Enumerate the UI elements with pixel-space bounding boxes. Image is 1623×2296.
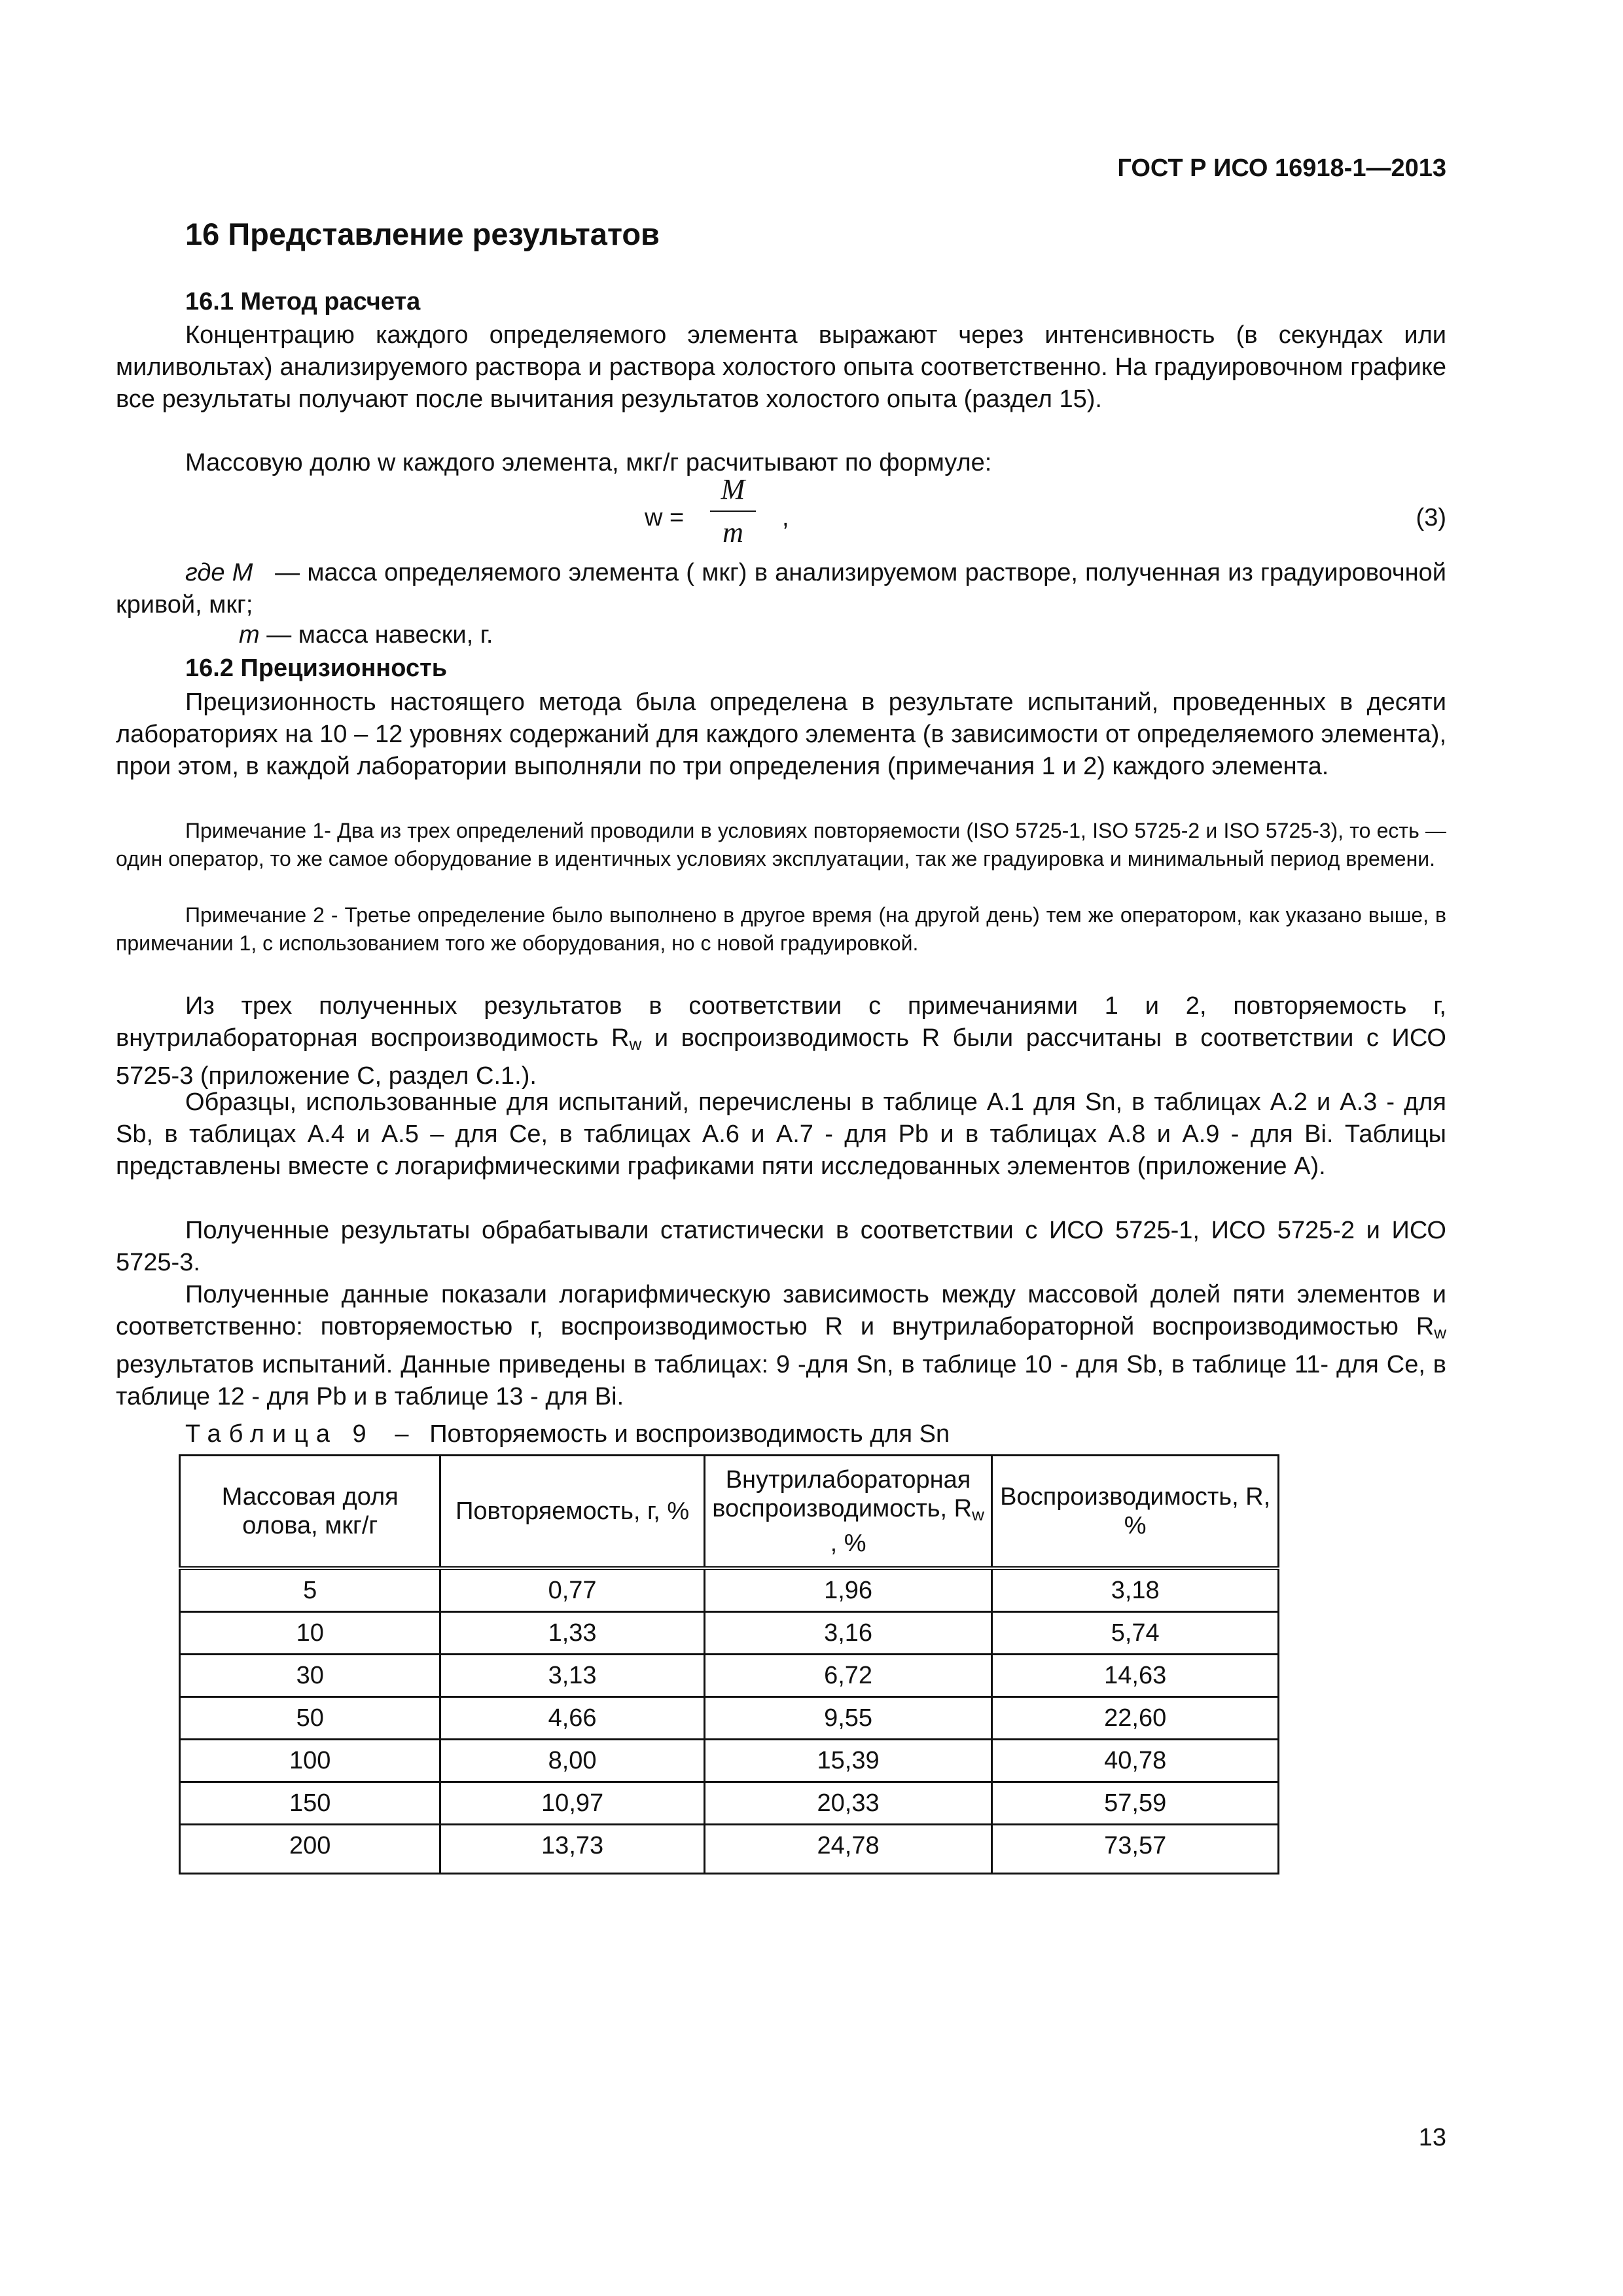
text-part: Из трех полученных результатов в соответствии с примечаниями 1 и 2, повторяемость г, внутрилабораторная воспроизводимость R (116, 992, 1446, 1052)
formula-numerator: M (721, 473, 745, 505)
table-cell: 15,39 (704, 1740, 992, 1782)
table-cell: 22,60 (992, 1697, 1279, 1740)
table-row (180, 1612, 1279, 1655)
paragraph-precision: Прецизионность настоящего метода была определена в результате испытаний, проведенных в десяти лабораториях на 10 – 12 уровнях содержаний для каждого элемента (в зависимости от определяемого элемента), прои этом, в каждой лаборатории выполняли по три определения (примечания 1 и 2) каждого элемента. (116, 689, 1446, 780)
results-table (179, 1454, 1279, 1874)
table-cell: 0,77 (440, 1568, 704, 1612)
note-2: Примечание 2 - Третье определение было выполнено в другое время (на другой день) тем же оператором, как указано выше, в примечании 1, с использованием того же оборудования, но с новой градуировкой. (116, 903, 1446, 955)
table-header-row (180, 1456, 1279, 1569)
text-part: результатов испытаний. Данные приведены в таблицах: 9 -для Sn, в таблице 10 - для Sb, в таблице 11- для Се, в таблице 12 - для Pb и в таблице 13 - для Bi. (116, 1351, 1446, 1410)
header-text: Внутрилабораторная воспроизводимость, R (712, 1465, 972, 1522)
table-row (180, 1740, 1279, 1782)
table-cell: 73,57 (992, 1825, 1279, 1874)
table-caption-text: Повторяемость и воспроизводимость для Sn (429, 1420, 950, 1448)
table-cell: 200 (180, 1825, 440, 1874)
legend-text-M: — масса определяемого элемента ( мкг) в анализируемом растворе, полученная из градуировочной кривой, мкг; (116, 559, 1446, 619)
table-row (180, 1782, 1279, 1825)
paragraph-formula-intro: Массовую долю w каждого элемента, мкг/г расчитывают по формуле: (185, 449, 992, 476)
fraction-bar (710, 511, 756, 512)
formula-legend-small-m (239, 621, 493, 649)
paragraph-log-dependence (116, 1279, 1446, 1413)
table-row (180, 1697, 1279, 1740)
col-header-intralab-reproducibility (704, 1456, 992, 1569)
table-cell: 8,00 (440, 1740, 704, 1782)
table-caption (185, 1420, 950, 1448)
text-part: и воспроизводимость R были рассчитаны в соответствии с ИСО 5725-3 (приложение С, раздел С.1.). (116, 1024, 1446, 1090)
col-header-mass-fraction: Массовая доля олова, мкг/г (180, 1456, 440, 1569)
formula-fraction (710, 471, 756, 551)
page-number: 13 (1418, 2124, 1446, 2151)
table-cell: 5 (180, 1568, 440, 1612)
subscript-w: w (629, 1034, 642, 1054)
formula-lhs: w = (645, 504, 685, 531)
table-cell: 13,73 (440, 1825, 704, 1874)
text-part: Полученные данные показали логарифмическую зависимость между массовой долей пяти элементов и соответственно: повторяемостью г, воспроизводимостью R и внутрилабораторной воспроизводимостью R (116, 1281, 1446, 1340)
table-cell: 30 (180, 1655, 440, 1697)
table-cell: 20,33 (704, 1782, 992, 1825)
table-cell: 24,78 (704, 1825, 992, 1874)
legend-text-m: — масса навески, г. (266, 621, 493, 649)
note-1: Примечание 1- Два из трех определений проводили в условиях повторяемости (ISO 5725-1, ISO 5725-2 и ISO 5725-3), то есть — один оператор, то же самое оборудование в идентичных условиях эксплуатации, так же градуировка и минимальный период времени. (116, 819, 1446, 870)
table-cell: 6,72 (704, 1655, 992, 1697)
paragraph-calculation-method: Концентрацию каждого определяемого элемента выражают через интенсивность (в секундах или миливольтах) анализируемого раствора и раствора холостого опыта соответственно. На градуировочном графике все результаты получают после вычитания результатов холостого опыта (раздел 15). (116, 321, 1446, 413)
table-cell: 1,96 (704, 1568, 992, 1612)
table-cell: 57,59 (992, 1782, 1279, 1825)
table-cell: 3,18 (992, 1568, 1279, 1612)
table-cell: 100 (180, 1740, 440, 1782)
table-cell: 3,13 (440, 1655, 704, 1697)
table-caption-label: Таблица 9 (185, 1420, 374, 1448)
table-cell: 14,63 (992, 1655, 1279, 1697)
subscript-w: w (972, 1504, 984, 1524)
table-caption-dash: – (395, 1420, 409, 1448)
header-text: , % (830, 1529, 866, 1557)
subsection-title-16-2: 16.2 Прецизионность (185, 655, 448, 682)
table-cell: 1,33 (440, 1612, 704, 1655)
col-header-repeatability: Повторяемость, г, % (440, 1456, 704, 1569)
col-header-reproducibility: Воспроизводимость, R, % (992, 1456, 1279, 1569)
table-cell: 10 (180, 1612, 440, 1655)
table-cell: 40,78 (992, 1740, 1279, 1782)
table-cell: 5,74 (992, 1612, 1279, 1655)
subsection-title-16-1: 16.1 Метод расчета (185, 288, 421, 315)
table-row (180, 1825, 1279, 1874)
table-cell: 4,66 (440, 1697, 704, 1740)
legend-symbol-m: m (239, 621, 260, 649)
paragraph-samples: Образцы, использованные для испытаний, перечислены в таблице А.1 для Sn, в таблицах А.2 и А.3 - для Sb, в таблицах А.4 и А.5 – для Се, в таблицах А.6 и А.7 - для Pb и в таблицах А.8 и А.9 - для Bi. Таблицы представлены вместе с логарифмическими графиками пяти исследованных элементов (приложение А). (116, 1088, 1446, 1180)
document-code: ГОСТ Р ИСО 16918-1—2013 (1117, 154, 1446, 182)
subscript-w: w (1434, 1323, 1446, 1342)
formula-number: (3) (1416, 504, 1446, 531)
table-cell: 10,97 (440, 1782, 704, 1825)
paragraph-statistics: Полученные результаты обрабатывали статистически в соответствии с ИСО 5725-1, ИСО 5725-2 и ИСО 5725-3. (116, 1217, 1446, 1276)
legend-symbol-M: где М (185, 559, 253, 586)
table-row (180, 1655, 1279, 1697)
table-cell: 50 (180, 1697, 440, 1740)
paragraph-repeatability (116, 990, 1446, 1092)
formula-denominator: m (722, 516, 743, 548)
section-title: 16 Представление результатов (185, 217, 660, 251)
table-row (180, 1568, 1279, 1612)
table-cell: 3,16 (704, 1612, 992, 1655)
table-cell: 9,55 (704, 1697, 992, 1740)
formula-legend-m (116, 557, 1446, 621)
formula-comma: , (782, 504, 789, 531)
table-cell: 150 (180, 1782, 440, 1825)
